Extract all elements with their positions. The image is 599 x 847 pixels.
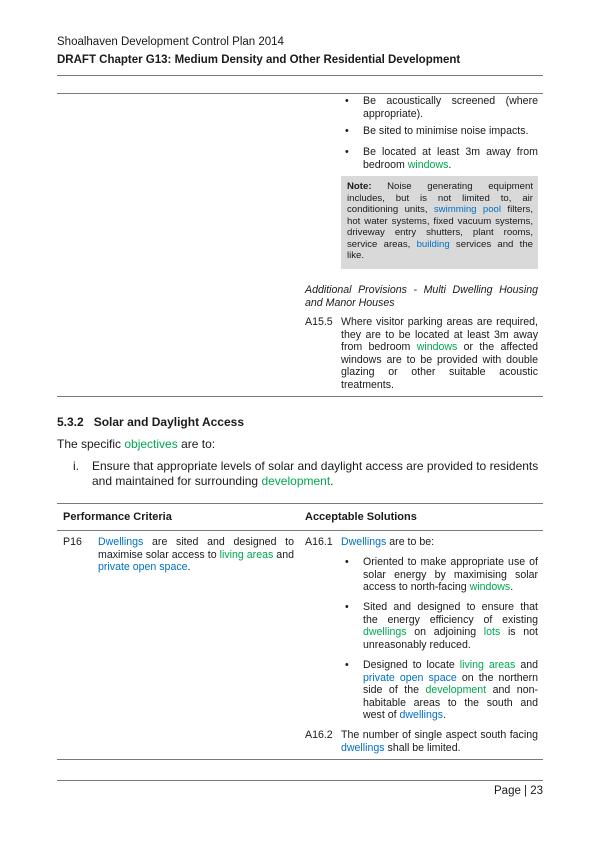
link-dwellings[interactable]: dwellings — [363, 626, 407, 639]
link-private-open-space[interactable]: private open space — [363, 671, 457, 684]
bullet-sited-designed: Sited and designed to ensure that the energy efficiency of existing dwellings on adjoining lots is not unreasonably reduced. — [363, 601, 538, 651]
header-divider — [57, 75, 543, 76]
bullet-located-3m: Be located at least 3m away from bedroom windows. — [363, 146, 538, 171]
link-dwellings[interactable]: dwellings — [399, 709, 444, 722]
link-windows[interactable]: windows — [416, 341, 458, 354]
table-top-border — [57, 93, 543, 94]
bullet-noise-impacts: Be sited to minimise noise impacts. — [363, 125, 529, 137]
bullet-icon: • — [345, 125, 349, 137]
link-dwellings[interactable]: Dwellings — [341, 536, 387, 548]
link-living-areas[interactable]: living areas — [219, 548, 274, 561]
table2-top-border — [57, 503, 543, 504]
objective-number: i. — [73, 459, 79, 473]
code-p16: P16 — [63, 536, 82, 548]
col-header-solutions: Acceptable Solutions — [305, 511, 417, 523]
link-dwellings[interactable]: Dwellings — [98, 536, 144, 548]
a16-1-intro: Dwellings are to be: — [341, 536, 435, 548]
visitor-parking-text: Where visitor parking areas are required, they are to be located at least 3m away from bedroom windows or the affected windows are to be provided with double glazing or other suitable acoustic treatments. — [341, 316, 538, 391]
bullet-acoustic-screen: Be acoustically screened (where appropriate). — [363, 95, 538, 120]
code-a16-1: A16.1 — [305, 536, 333, 548]
table2-bottom-border — [57, 759, 543, 760]
objectives-intro: The specific objectives are to: — [57, 437, 216, 451]
objective-item: Ensure that appropriate levels of solar and daylight access are provided to residents and maintained for surrounding development. — [92, 459, 539, 488]
link-development[interactable]: development — [261, 474, 331, 488]
link-windows[interactable]: windows — [469, 581, 511, 594]
bullet-icon: • — [345, 659, 349, 671]
link-development[interactable]: development — [425, 684, 487, 697]
link-swimming-pool[interactable]: swimming pool — [433, 204, 502, 215]
footer-divider — [57, 780, 543, 781]
link-living-areas[interactable]: living areas — [459, 659, 516, 671]
note-text: Note: Noise generating equipment includes, but is not limited to, air conditioning units, swimming pool filters, hot water systems, fixed vacuum systems, driveway entry shutters, plant rooms, service areas, building services and the like. — [347, 181, 533, 261]
link-windows[interactable]: windows — [407, 158, 449, 171]
table-bottom-border — [57, 396, 543, 397]
chapter-title: DRAFT Chapter G13: Medium Density and Other Residential Development — [57, 54, 461, 66]
page-number: Page | 23 — [494, 785, 544, 797]
code-a16-2: A16.2 — [305, 729, 333, 741]
link-lots[interactable]: lots — [483, 626, 501, 639]
table2-header-divider — [57, 530, 543, 531]
bullet-designed-locate: Designed to locate living areas and private open space on the northern side of the development and non-habitable areas to the south and west of dwellings. — [363, 659, 538, 722]
col-header-performance: Performance Criteria — [63, 511, 172, 523]
section-heading: 5.3.2 Solar and Daylight Access — [57, 415, 244, 429]
document-title: Shoalhaven Development Control Plan 2014 — [57, 36, 284, 48]
bullet-icon: • — [345, 146, 349, 158]
link-dwellings[interactable]: dwellings — [341, 741, 385, 754]
note-label: Note: — [347, 181, 372, 192]
bullet-oriented: Oriented to make appropriate use of solar energy by maximising solar access to north-facing windows. — [363, 556, 538, 594]
link-building[interactable]: building — [416, 238, 450, 250]
bullet-icon: • — [345, 601, 349, 613]
link-private-open-space[interactable]: private open space — [98, 561, 188, 574]
bullet-icon: • — [345, 556, 349, 568]
p16-text: Dwellings are sited and designed to maximise solar access to living areas and private open space. — [98, 536, 294, 574]
bullet-icon: • — [345, 95, 349, 107]
code-a15-5: A15.5 — [305, 316, 333, 328]
additional-provisions-heading: Additional Provisions - Multi Dwelling Housing and Manor Houses — [305, 284, 538, 309]
a16-2-text: The number of single aspect south facing dwellings shall be limited. — [341, 729, 538, 754]
link-objectives[interactable]: objectives — [124, 437, 178, 451]
